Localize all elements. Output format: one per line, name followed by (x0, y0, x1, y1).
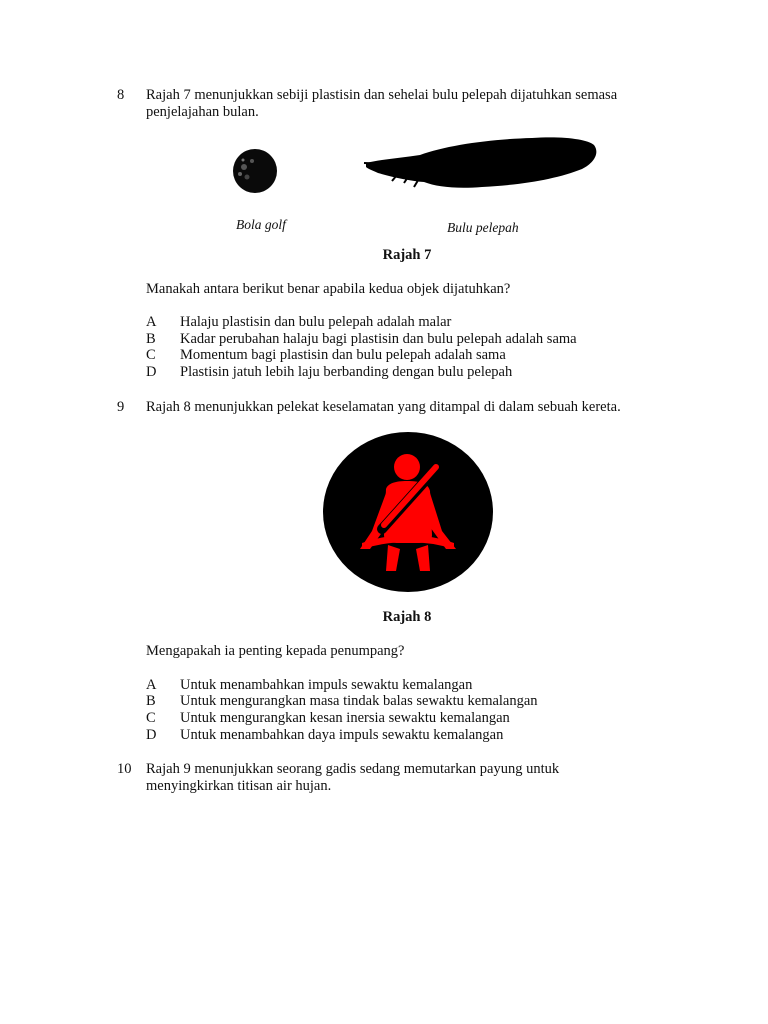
question-stem (146, 87, 676, 121)
golf-ball-icon (230, 146, 280, 196)
option-letter: C (146, 710, 156, 726)
question-prompt: Manakah antara berikut benar apabila kedua objek dijatuhkan? (146, 281, 511, 297)
question-stem (146, 761, 676, 795)
question-number: 9 (117, 399, 125, 415)
stem-line: Rajah 8 menunjukkan pelekat keselamatan yang ditampal di dalam sebuah kereta. (146, 399, 621, 415)
option-letter: A (146, 314, 157, 330)
option-text: Kadar perubahan halaju bagi plastisin dan bulu pelepah adalah sama (180, 331, 577, 347)
figure-caption: Rajah 8 (382, 609, 432, 625)
feather-icon (362, 133, 602, 195)
option-text: Untuk mengurangkan masa tindak balas sewaktu kemalangan (180, 693, 538, 709)
option-letter: C (146, 347, 156, 363)
stem-line: penjelajahan bulan. (146, 104, 259, 120)
option-letter: D (146, 727, 157, 743)
option-text: Momentum bagi plastisin dan bulu pelepah adalah sama (180, 347, 506, 363)
figure-caption: Rajah 7 (382, 247, 432, 263)
option-letter: A (146, 677, 157, 693)
stem-line: Rajah 7 menunjukkan sebiji plastisin dan sehelai bulu pelepah dijatuhkan semasa (146, 87, 618, 103)
figure-label-feather: Bulu pelepah (447, 220, 519, 235)
option-text: Halaju plastisin dan bulu pelepah adalah malar (180, 314, 452, 330)
figure-label-ball: Bola golf (236, 217, 286, 232)
option-letter: B (146, 331, 156, 347)
option-text: Plastisin jatuh lebih laju berbanding dengan bulu pelepah (180, 364, 513, 380)
seatbelt-warning-icon (322, 431, 494, 593)
question-number: 8 (117, 87, 125, 103)
question-stem (146, 399, 676, 416)
option-text: Untuk mengurangkan kesan inersia sewaktu kemalangan (180, 710, 510, 726)
option-text: Untuk menambahkan impuls sewaktu kemalangan (180, 677, 473, 693)
option-letter: D (146, 364, 157, 380)
stem-line: menyingkirkan titisan air hujan. (146, 778, 332, 794)
stem-line: Rajah 9 menunjukkan seorang gadis sedang memutarkan payung untuk (146, 761, 560, 777)
question-prompt: Mengapakah ia penting kepada penumpang? (146, 643, 405, 659)
option-letter: B (146, 693, 156, 709)
question-number: 10 (117, 761, 132, 777)
option-text: Untuk menambahkan daya impuls sewaktu kemalangan (180, 727, 504, 743)
